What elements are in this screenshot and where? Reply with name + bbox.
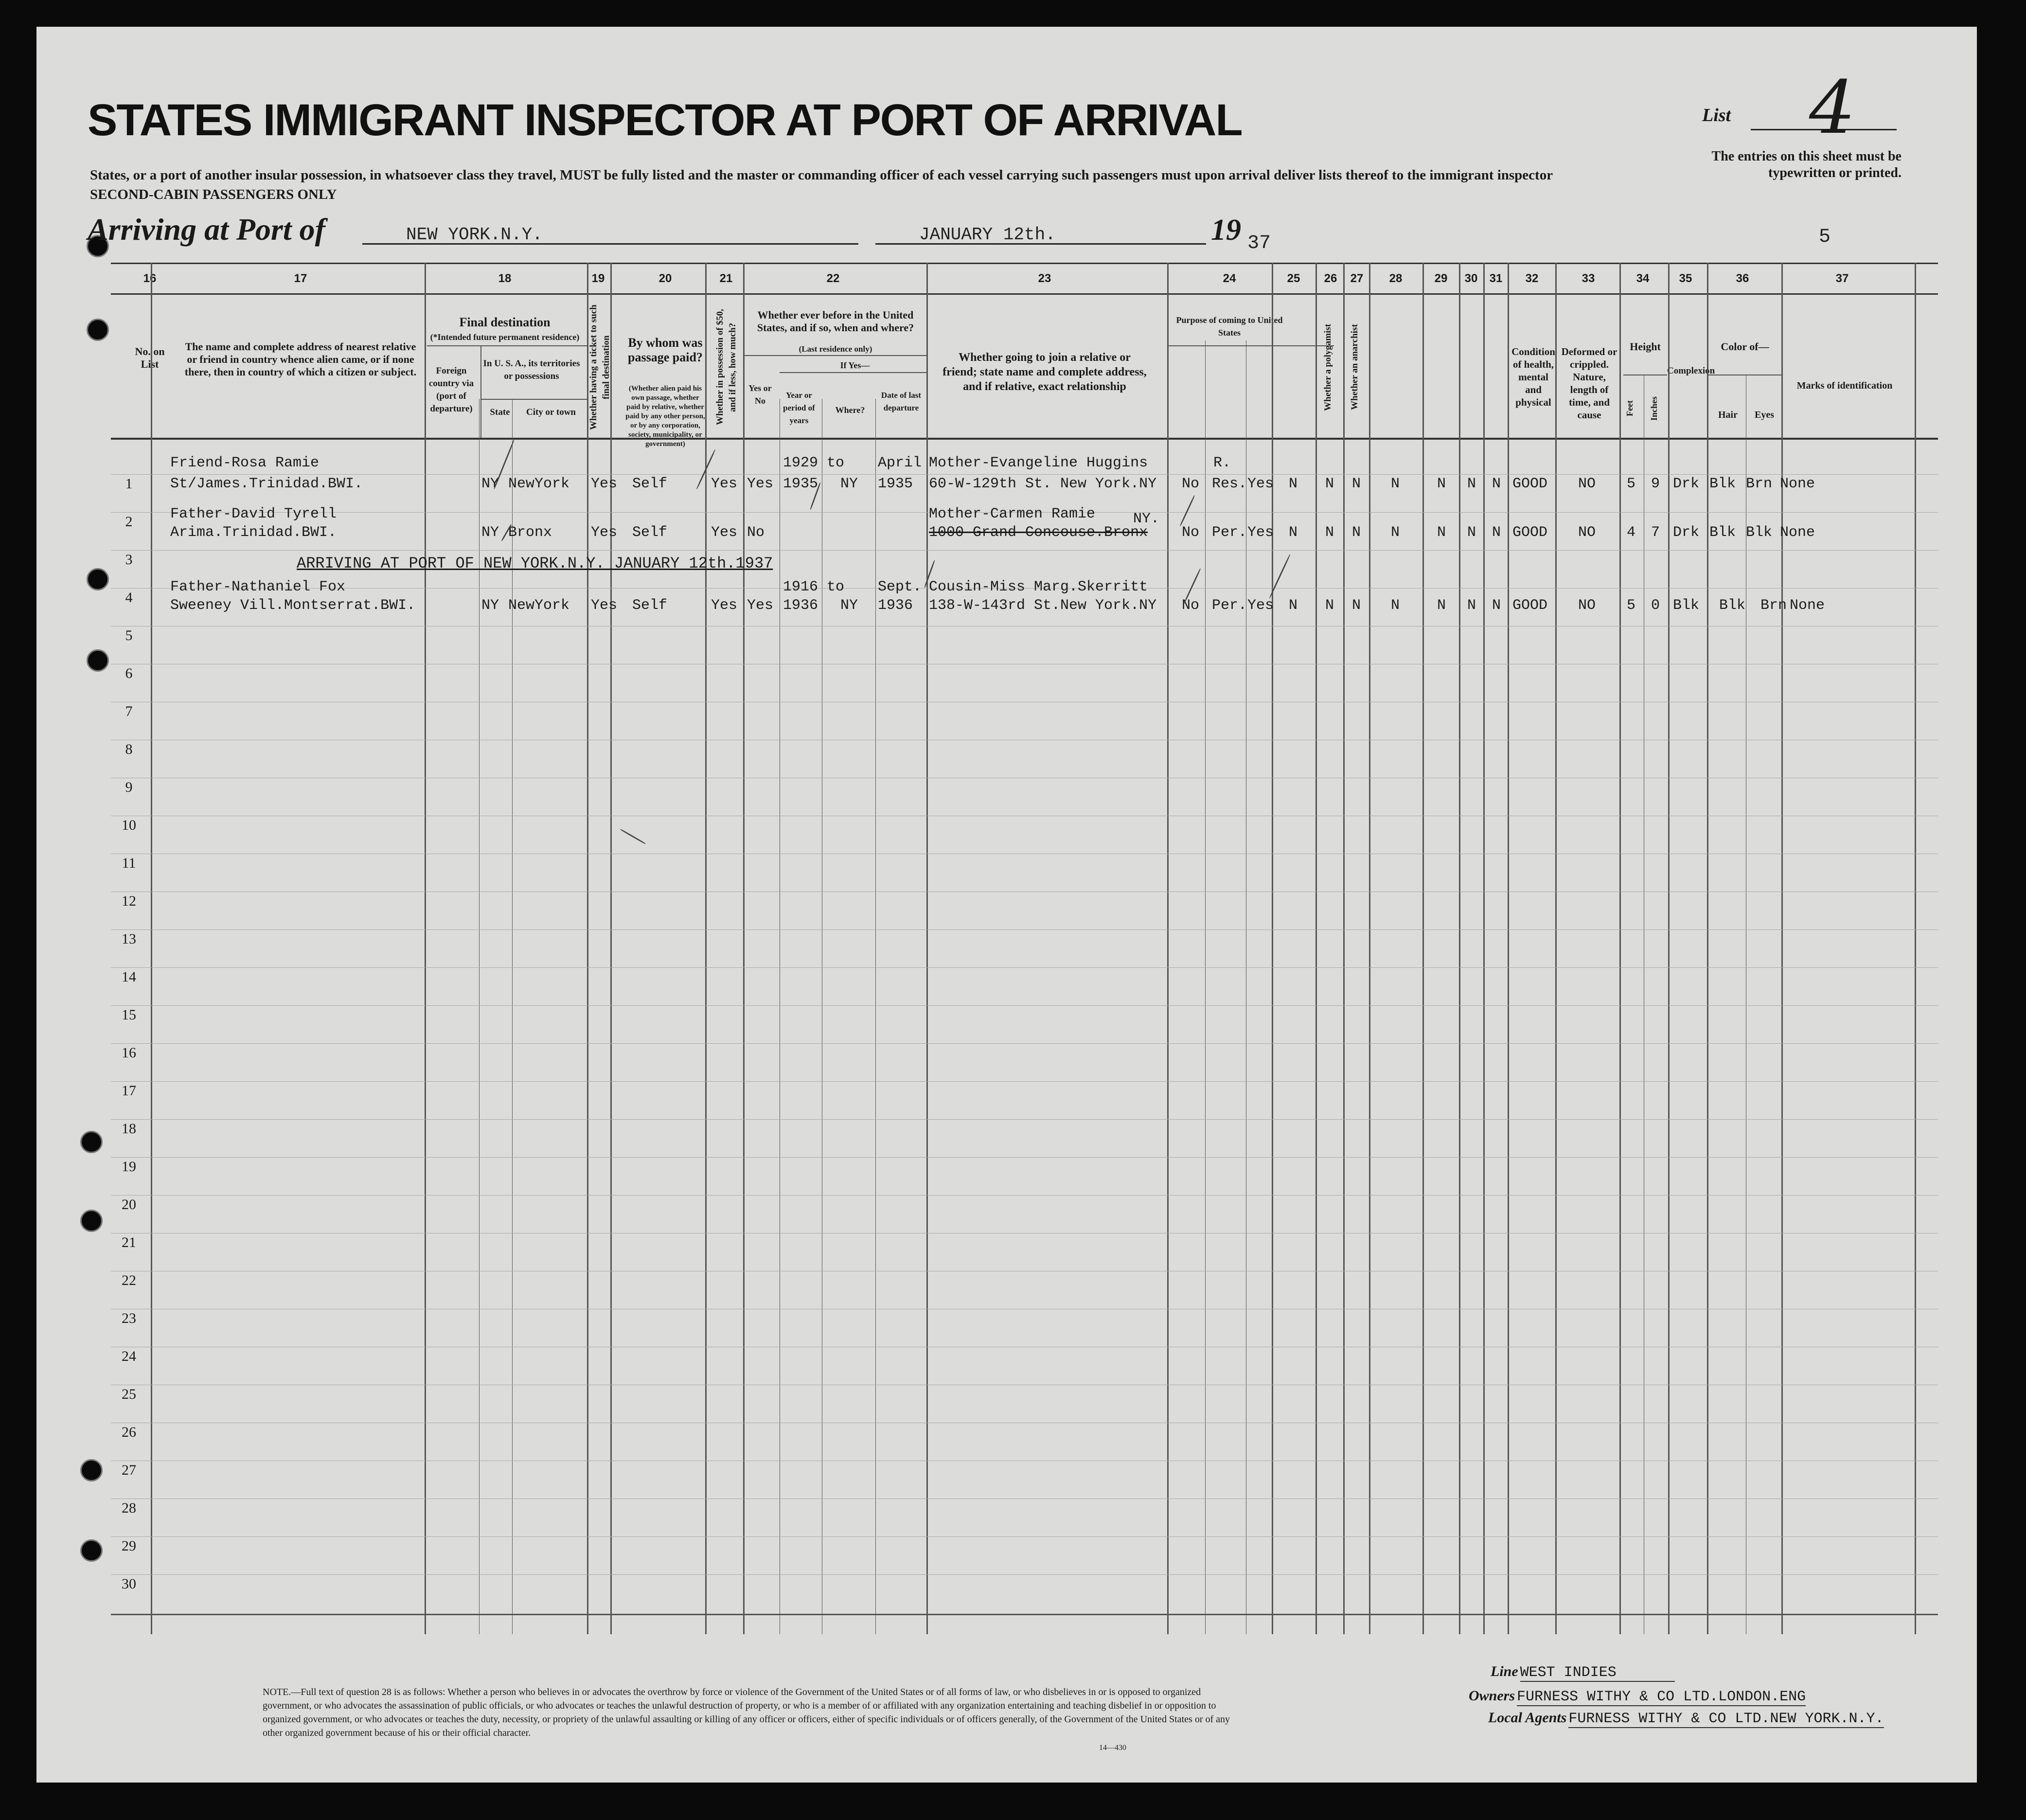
year-prefix: 19 xyxy=(1211,214,1241,247)
row-number: 30 xyxy=(122,1576,136,1592)
col-header-where: Where? xyxy=(835,405,865,415)
question-28-note: NOTE.—Full text of question 28 is as follows: Whether a person who believes in or advocates the overthrow by force or violence of the Government of the United States or of all forms of law, or who disbelieves in or is opposed to organized government, or who advocates the assassination of public officials, or who advocates or teaches the unlawful destruction of property, or who is a member of or affiliated with any organization entertaining and teaching disbelief in or opposition to organized government, or who advocates or teaches the duty, necessity, or propriety of the unlawful assaulting or killing of any officer or officers, either of specific individuals or of officers generally, of the Government of the United States or of any other organized government because of his or their official character. xyxy=(263,1687,1230,1738)
column-number: 32 xyxy=(1525,272,1539,285)
col-header-no: No. on List xyxy=(135,345,165,370)
binder-hole xyxy=(80,1210,103,1232)
dest-state: NY xyxy=(481,597,499,614)
col-header-year: Year or period of years xyxy=(783,391,815,425)
join-relative: Cousin-Miss Marg.Skerritt xyxy=(929,579,1148,595)
complexion: Drk xyxy=(1673,476,1700,492)
deformed: NO xyxy=(1578,476,1596,492)
entries-note: The entries on this sheet must be typewritten or printed. xyxy=(1711,149,1902,180)
column-divider xyxy=(1781,263,1783,1634)
column-number: 30 xyxy=(1464,272,1478,285)
before-where: NY xyxy=(840,476,858,492)
line-value: WEST INDIES xyxy=(1520,1664,1675,1682)
binder-hole xyxy=(80,1131,103,1153)
col-header-ifyes: If Yes— xyxy=(840,360,870,370)
height-inches: 9 xyxy=(1651,476,1660,492)
hair-color: Blk xyxy=(1719,597,1746,614)
row-rule xyxy=(111,1614,1938,1615)
col-header-join: Whether going to join a relative or friend; state name and complete address, and if relative, exact relationship xyxy=(942,351,1147,393)
purpose-b-top: R. xyxy=(1213,455,1231,471)
column-number: 28 xyxy=(1389,272,1403,285)
row-number: 14 xyxy=(122,969,136,985)
binder-hole xyxy=(87,568,109,590)
list-number: 4 xyxy=(1809,66,1856,150)
column-divider xyxy=(926,263,928,1634)
purpose-a: No xyxy=(1182,476,1200,492)
before-years: 1929 to xyxy=(783,455,845,471)
col-header-purpose: Purpose of coming to United States xyxy=(1176,315,1283,338)
column-divider xyxy=(610,263,612,1634)
health: GOOD xyxy=(1512,524,1548,541)
paid-by: Self xyxy=(632,597,668,614)
row-number: 16 xyxy=(122,1045,136,1061)
row-rule xyxy=(111,967,1938,968)
column-divider xyxy=(1167,263,1169,1634)
col-header-height: Height xyxy=(1630,340,1661,353)
header-divider xyxy=(480,345,481,438)
row-number: 27 xyxy=(122,1462,136,1478)
column-number: 16 xyxy=(143,272,157,285)
eye-color: Brn xyxy=(1746,476,1773,492)
purpose-a: No xyxy=(1182,597,1200,614)
row-number: 21 xyxy=(122,1234,136,1250)
col-header-yesno: Yes or No xyxy=(748,383,772,406)
agents-value: FURNESS WITHY & CO LTD.NEW YORK.N.Y. xyxy=(1568,1711,1884,1727)
height-inches: 7 xyxy=(1651,524,1660,541)
col-header-before: Whether ever before in the United States, and if so, when and where? xyxy=(757,309,914,334)
col-28: N xyxy=(1391,476,1400,492)
col-header-foreign: Foreign country via (port of departure) xyxy=(428,366,474,414)
height-inches: 0 xyxy=(1651,597,1660,614)
col-header-polygamist: Whether a polygamist xyxy=(1323,323,1333,411)
col-25: N xyxy=(1289,524,1298,541)
column-divider xyxy=(1508,263,1509,1634)
height-feet: 4 xyxy=(1627,524,1636,541)
form-number: 14—430 xyxy=(1099,1744,1126,1752)
identification-marks: None xyxy=(1780,524,1815,541)
column-number: 31 xyxy=(1489,272,1503,285)
header-divider xyxy=(480,399,587,400)
money: Yes xyxy=(711,524,738,541)
row-rule xyxy=(111,1081,1938,1082)
row-number: 12 xyxy=(122,893,136,909)
height-feet: 5 xyxy=(1627,476,1636,492)
col-header-date: Date of last departure xyxy=(881,391,922,412)
row-number: 10 xyxy=(122,817,136,833)
last-departure: 1935 xyxy=(878,476,913,492)
col-header-complexion: Complexion xyxy=(1667,366,1715,376)
column-number: 36 xyxy=(1736,272,1749,285)
column-number: 33 xyxy=(1582,272,1595,285)
row-number: 26 xyxy=(122,1424,136,1440)
deformed: NO xyxy=(1578,524,1596,541)
row-number: 25 xyxy=(122,1386,136,1402)
column-divider xyxy=(875,399,876,1634)
row-number: 28 xyxy=(122,1500,136,1516)
row-rule xyxy=(111,1005,1938,1006)
col-header-paid-by-note: (Whether alien paid his own passage, whether paid by relative, whether paid by any other person, or by any corporation, society, municipality, or government) xyxy=(625,385,705,448)
col-29: N xyxy=(1437,524,1446,541)
row-number: 18 xyxy=(122,1121,136,1137)
hair-color: Blk xyxy=(1709,524,1736,541)
column-number: 22 xyxy=(826,272,840,285)
relative-name: Friend-Rosa Ramie xyxy=(170,455,320,471)
paid-by: Self xyxy=(632,476,668,492)
ticket: Yes xyxy=(591,476,618,492)
relative-name: Father-Nathaniel Fox xyxy=(170,579,346,595)
row-rule xyxy=(111,1043,1938,1044)
before-where: NY xyxy=(840,597,858,614)
column-divider xyxy=(512,399,513,1634)
column-divider xyxy=(1619,263,1621,1634)
join-note: NY. xyxy=(1133,511,1160,527)
col-27: N xyxy=(1352,524,1361,541)
row-rule xyxy=(111,1157,1938,1158)
column-number: 18 xyxy=(498,272,512,285)
relative-address: Sweeney Vill.Montserrat.BWI. xyxy=(170,597,416,614)
row-number: 17 xyxy=(122,1083,136,1099)
health: GOOD xyxy=(1512,597,1548,614)
list-label: List xyxy=(1702,105,1731,125)
col-31: N xyxy=(1492,524,1501,541)
ticket: Yes xyxy=(591,597,618,614)
last-departure: April xyxy=(878,455,922,471)
column-divider xyxy=(1555,263,1557,1634)
join-address: 60-W-129th St. New York.NY xyxy=(929,476,1157,492)
subtitle-line: SECOND-CABIN PASSENGERS ONLY xyxy=(90,187,337,202)
column-divider xyxy=(1205,340,1206,1634)
col-header-city: City or town xyxy=(526,407,576,417)
hair-color: Blk xyxy=(1709,476,1736,492)
col-header-destination-note: (*Intended future permanent residence) xyxy=(430,332,580,342)
purpose-b: Res. xyxy=(1212,476,1247,492)
before-yesno: Yes xyxy=(747,597,774,614)
purpose-c: Yes xyxy=(1247,476,1274,492)
col-31: N xyxy=(1492,476,1501,492)
col-header-paid-by: By whom was passage paid? xyxy=(628,336,703,364)
money: Yes xyxy=(711,597,738,614)
dest-city: Bronx xyxy=(508,524,552,541)
row-rule xyxy=(111,1536,1938,1537)
column-number: 23 xyxy=(1038,272,1051,285)
height-feet: 5 xyxy=(1627,597,1636,614)
join-relative: Mother-Carmen Ramie xyxy=(929,506,1096,522)
row-number: 23 xyxy=(122,1310,136,1326)
row-number: 15 xyxy=(122,1007,136,1023)
column-divider xyxy=(1459,263,1460,1634)
header-divider xyxy=(427,345,587,346)
row-number: 29 xyxy=(122,1538,136,1554)
complexion: Blk xyxy=(1673,597,1700,614)
column-number: 37 xyxy=(1835,272,1849,285)
column-header-band xyxy=(111,292,1938,448)
port-value: NEW YORK.N.Y. xyxy=(406,225,543,245)
binder-hole xyxy=(80,1459,103,1481)
line-label: Line xyxy=(1491,1663,1518,1679)
before-years: 1936 xyxy=(783,597,818,614)
before-yesno: Yes xyxy=(747,476,774,492)
col-25: N xyxy=(1289,476,1298,492)
last-departure: Sept. xyxy=(878,579,922,595)
column-number: 21 xyxy=(719,272,733,285)
col-25: N xyxy=(1289,597,1298,614)
before-yesno: No xyxy=(747,524,765,541)
col-30: N xyxy=(1467,597,1476,614)
relative-name: Father-David Tyrell xyxy=(170,506,337,522)
row-number: 24 xyxy=(122,1348,136,1364)
relative-address: Arima.Trinidad.BWI. xyxy=(170,524,337,541)
page-subtitle xyxy=(90,165,1646,204)
row-number: 1 xyxy=(125,476,133,492)
row-number: 11 xyxy=(122,855,136,871)
page-number: 5 xyxy=(1819,226,1831,248)
health: GOOD xyxy=(1512,476,1548,492)
footer-owners xyxy=(1469,1688,1806,1705)
col-header-inches: Inches xyxy=(1649,396,1659,421)
column-number: 24 xyxy=(1223,272,1236,285)
column-divider xyxy=(1422,263,1424,1634)
row-number: 9 xyxy=(125,779,133,795)
column-number: 20 xyxy=(658,272,672,285)
col-header-hair: Hair xyxy=(1718,410,1738,420)
column-divider xyxy=(1483,263,1485,1634)
column-divider xyxy=(587,263,588,1634)
col-header-ticket: Whether having a ticket to such final destination xyxy=(588,304,611,430)
row-number: 22 xyxy=(122,1272,136,1288)
col-header-state: State xyxy=(490,407,510,417)
page-title: STATES IMMIGRANT INSPECTOR AT PORT OF ARRIVAL xyxy=(88,95,1242,145)
join-relative: Mother-Evangeline Huggins xyxy=(929,455,1148,471)
purpose-a: No xyxy=(1182,524,1200,541)
col-26: N xyxy=(1325,476,1334,492)
column-number: 17 xyxy=(294,272,307,285)
col-header-money: Whether in possession of $50, and if less, how much? xyxy=(715,309,738,426)
purpose-b: Per. xyxy=(1212,597,1247,614)
column-number: 34 xyxy=(1636,272,1650,285)
row-number: 6 xyxy=(125,665,133,681)
column-divider xyxy=(479,399,480,1634)
col-26: N xyxy=(1325,524,1334,541)
date-value: JANUARY 12th. xyxy=(919,225,1056,245)
column-number: 29 xyxy=(1434,272,1448,285)
column-number: 27 xyxy=(1350,272,1364,285)
owners-value: FURNESS WITHY & CO LTD.LONDON.ENG xyxy=(1517,1689,1806,1705)
row-rule xyxy=(111,550,1938,551)
header-divider xyxy=(743,355,928,356)
col-31: N xyxy=(1492,597,1501,614)
dest-city: NewYork xyxy=(508,597,570,614)
row-rule xyxy=(111,1119,1938,1120)
col-26: N xyxy=(1325,597,1334,614)
col-header-before-note: (Last residence only) xyxy=(799,344,872,354)
paid-by: Self xyxy=(632,524,668,541)
row-number: 3 xyxy=(125,552,133,568)
last-departure: 1936 xyxy=(878,597,913,614)
relative-address: St/James.Trinidad.BWI. xyxy=(170,476,363,492)
col-header-eyes: Eyes xyxy=(1755,410,1774,420)
col-28: N xyxy=(1391,524,1400,541)
col-30: N xyxy=(1467,524,1476,541)
row-rule xyxy=(111,929,1938,930)
column-number-strip xyxy=(111,263,1938,295)
header-divider xyxy=(1169,345,1334,346)
col-29: N xyxy=(1437,476,1446,492)
row-number: 4 xyxy=(125,589,133,606)
row-number: 8 xyxy=(125,741,133,757)
binder-hole xyxy=(87,649,109,672)
row-rule xyxy=(111,474,1938,475)
arrival-banner: ARRIVING AT PORT OF NEW YORK.N.Y. JANUARY 12th.1937 xyxy=(297,554,773,572)
column-number: 26 xyxy=(1324,272,1337,285)
footer-agents xyxy=(1488,1710,1884,1727)
col-28: N xyxy=(1391,597,1400,614)
eye-color: Brn xyxy=(1760,597,1787,614)
col-header-color: Color of— xyxy=(1721,340,1769,353)
col-29: N xyxy=(1437,597,1446,614)
purpose-b: Per. xyxy=(1212,524,1247,541)
column-divider xyxy=(1915,263,1916,1634)
column-number: 35 xyxy=(1679,272,1692,285)
row-number: 20 xyxy=(122,1196,136,1213)
row-rule xyxy=(111,1574,1938,1575)
col-header-usa: In U. S. A., its territories or possessions xyxy=(483,358,580,381)
agents-label: Local Agents xyxy=(1488,1710,1567,1726)
dest-state: NY xyxy=(481,476,499,492)
col-header-deformed: Deformed or crippled. Nature, length of time, and cause xyxy=(1561,346,1617,421)
col-header-marks: Marks of identification xyxy=(1796,380,1893,391)
column-divider xyxy=(743,263,745,1634)
col-27: N xyxy=(1352,597,1361,614)
col-header-relative: The name and complete address of nearest relative or friend in country whence alien came, or if none there, then in country of which a citizen or subject. xyxy=(184,340,417,378)
column-number: 25 xyxy=(1287,272,1300,285)
complexion: Drk xyxy=(1673,524,1700,541)
column-divider xyxy=(1668,263,1670,1634)
ticket: Yes xyxy=(591,524,618,541)
col-header-feet: Feet xyxy=(1625,400,1635,417)
row-number: 13 xyxy=(122,931,136,947)
before-years: 1916 to xyxy=(783,579,845,595)
year-suffix: 37 xyxy=(1247,232,1271,254)
binder-hole xyxy=(87,319,109,341)
column-divider xyxy=(425,263,426,1634)
owners-label: Owners xyxy=(1469,1688,1515,1704)
eye-color: Blk xyxy=(1746,524,1773,541)
purpose-c: Yes xyxy=(1247,597,1274,614)
col-header-destination: Final destination xyxy=(459,315,551,329)
column-divider xyxy=(1315,263,1317,1634)
column-divider xyxy=(1272,263,1273,1634)
header-divider xyxy=(780,372,928,373)
col-30: N xyxy=(1467,476,1476,492)
col-header-health: Condition of health, mental and physical xyxy=(1511,346,1555,408)
arriving-label: Arriving at Port of xyxy=(88,212,325,247)
identification-marks: None xyxy=(1790,597,1825,614)
dest-city: NewYork xyxy=(508,476,570,492)
identification-marks: None xyxy=(1780,476,1815,492)
column-divider xyxy=(1343,263,1345,1634)
footer-line xyxy=(1491,1663,1675,1681)
money: Yes xyxy=(711,476,738,492)
row-number: 5 xyxy=(125,627,133,643)
deformed: NO xyxy=(1578,597,1596,614)
dest-state: NY xyxy=(481,524,499,541)
column-number: 19 xyxy=(591,272,605,285)
join-address: 138-W-143rd St.New York.NY xyxy=(929,597,1157,614)
row-number: 2 xyxy=(125,514,133,530)
column-divider xyxy=(1707,263,1708,1634)
row-number: 7 xyxy=(125,703,133,719)
before-years: 1935 xyxy=(783,476,818,492)
column-divider xyxy=(151,263,152,1634)
column-divider xyxy=(1369,263,1370,1634)
purpose-c: Yes xyxy=(1247,524,1274,541)
subtitle-line: States, or a port of another insular possession, in whatsoever class they travel, MUST be fully listed and the master or commanding officer of each vessel carrying such passengers must upon arrival deliver lists thereof to the immigrant inspector xyxy=(90,167,1553,183)
join-address: 1000 Grand Concouse.Bronx xyxy=(929,524,1148,541)
col-27: N xyxy=(1352,476,1361,492)
col-header-anarchist: Whether an anarchist xyxy=(1350,324,1360,410)
row-number: 19 xyxy=(122,1159,136,1175)
binder-hole xyxy=(80,1539,103,1562)
